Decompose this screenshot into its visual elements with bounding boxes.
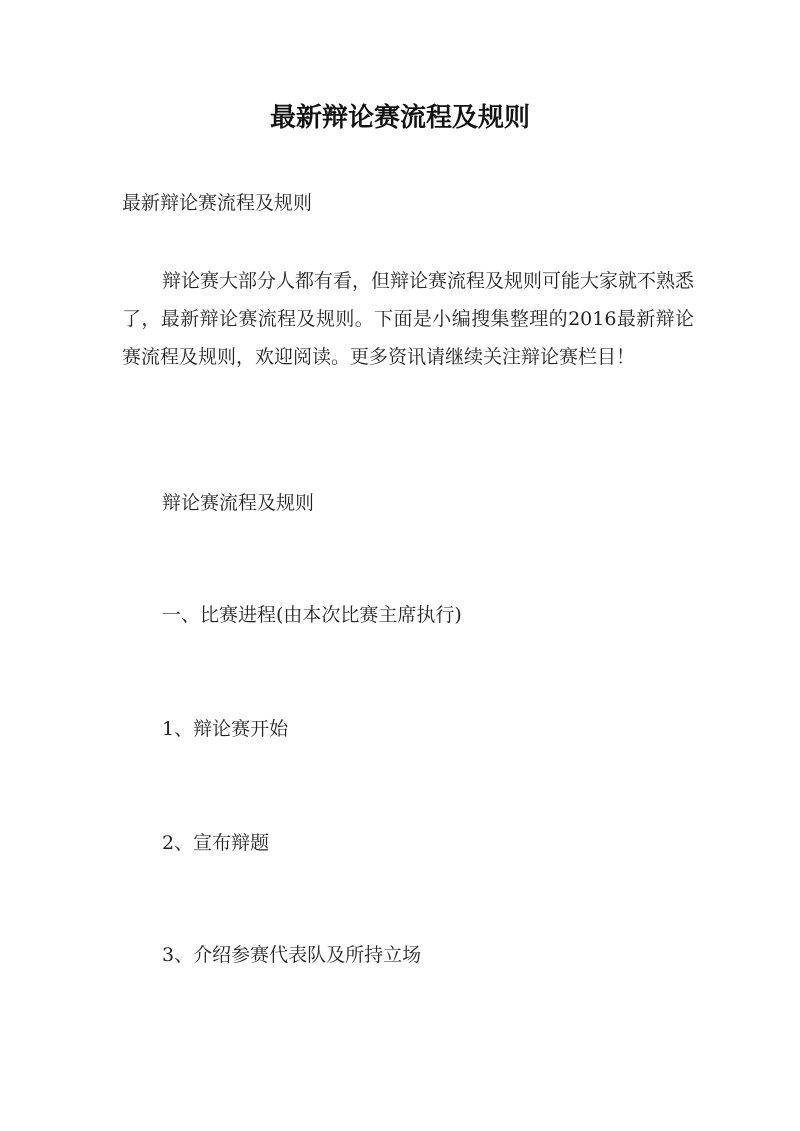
- intro-paragraph: 辩论赛大部分人都有看，但辩论赛流程及规则可能大家就不熟悉了，最新辩论赛流程及规则。下面是小编搜集整理的2016最新辩论赛流程及规则，欢迎阅读。更多资讯请继续关注辩论赛栏目！: [122, 270, 695, 368]
- document-subtitle: 最新辩论赛流程及规则: [122, 192, 313, 214]
- document-title: 最新辩论赛流程及规则: [269, 103, 530, 133]
- list-item: 1、辩论赛开始: [162, 718, 289, 740]
- list-item: 3、介绍参赛代表队及所持立场: [162, 944, 422, 966]
- section-heading: 辩论赛流程及规则: [162, 492, 315, 514]
- list-item: 2、宣布辩题: [162, 832, 270, 854]
- section-item: 一、比赛进程(由本次比赛主席执行): [162, 604, 462, 626]
